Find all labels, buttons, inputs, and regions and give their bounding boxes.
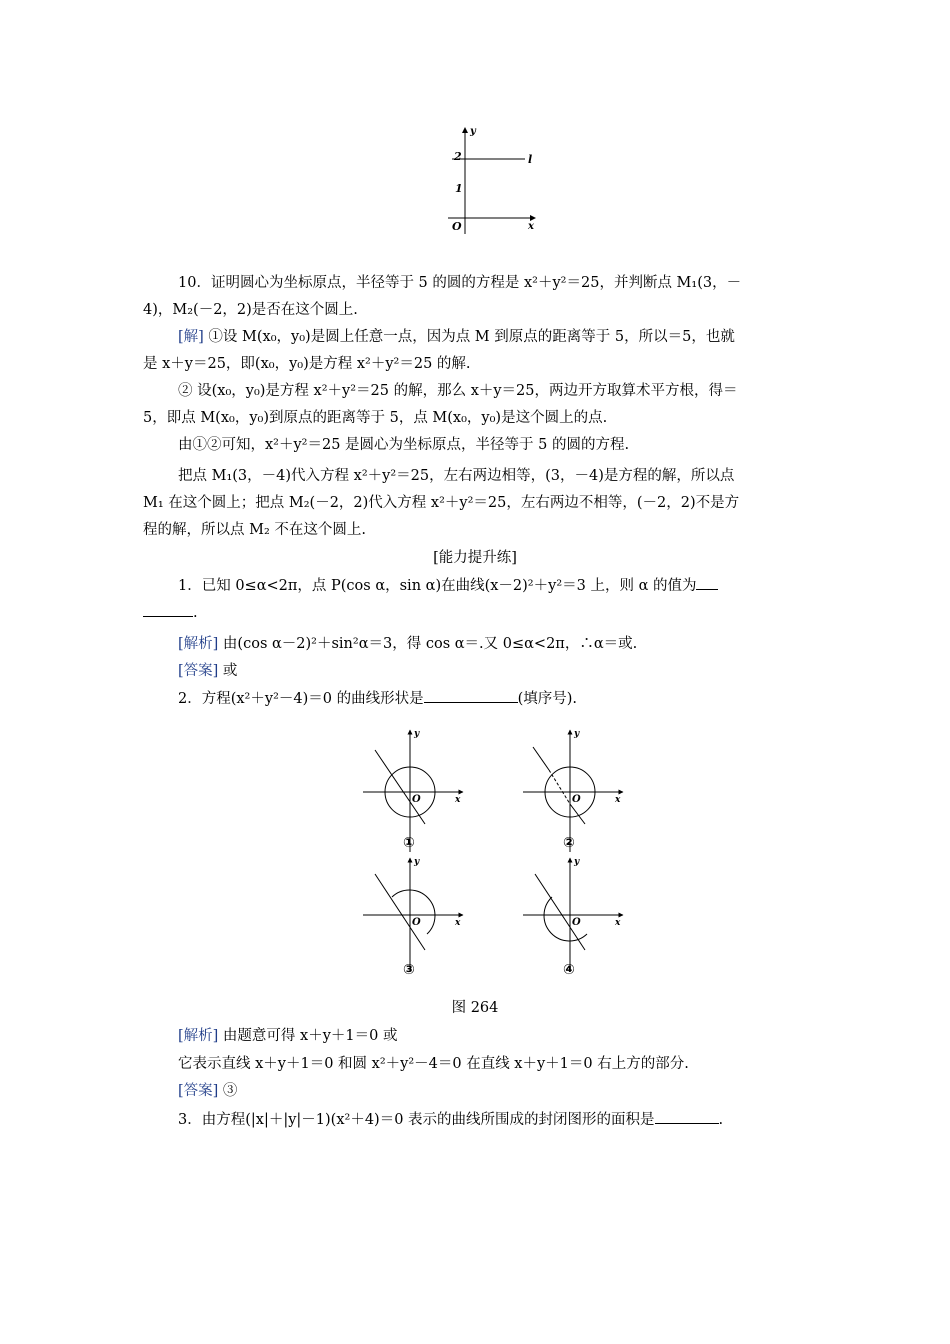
tick-1-label: 1 <box>455 182 463 195</box>
y-axis-label: y <box>470 126 476 137</box>
sol2-line-2: 它表示直线 x＋y＋1＝0 和圆 x²＋y²－4＝0 在直线 x＋y＋1＝0 右上方的部分. <box>178 1056 689 1072</box>
q1-line-2-end: . <box>193 605 198 621</box>
q2-line <box>178 686 810 713</box>
sol10-line-7: M₁ 在这个圆上；把点 M₂(－2，2)代入方程 x²＋y²＝25，左右两边不相等，(－2，2)不是方 <box>143 495 740 511</box>
svg-text:x: x <box>455 795 461 805</box>
option-4-label: ④ <box>563 962 575 978</box>
sol10-line-4: 5，即点 M(x₀，y₀)到原点的距离等于 5，点 M(x₀，y₀)是这个圆上的点. <box>143 410 608 426</box>
svg-text:y: y <box>574 857 580 867</box>
sol2-answer <box>178 1078 810 1105</box>
answer-tag: [答案] <box>178 1083 219 1099</box>
option-1-label: ① <box>403 835 415 851</box>
sol10-line-3: ② 设(x₀，y₀)是方程 x²＋y²＝25 的解，那么 x＋y＝25，两边开方取算术平方根，得＝ <box>178 383 738 399</box>
svg-text:y: y <box>414 729 420 739</box>
sol10-line-6: 把点 M₁(3，－4)代入方程 x²＋y²＝25，左右两边相等，(3，－4)是方程的解，所以点 <box>178 468 735 484</box>
figure-four-options <box>355 722 635 984</box>
sol2-analysis <box>178 1023 810 1050</box>
q1-line-2 <box>143 600 810 627</box>
sol10-line-5: 由①②可知，x²＋y²＝25 是圆心为坐标原点，半径等于 5 的圆的方程. <box>178 437 630 453</box>
option-2-label: ② <box>563 835 575 851</box>
svg-text:x: x <box>615 795 621 805</box>
sol10-line-2: 是 x＋y＝25，即(x₀，y₀)是方程 x²＋y²＝25 的解. <box>143 356 471 372</box>
sol2-analysis-text: 由题意可得 x＋y＋1＝0 或 <box>218 1028 398 1044</box>
figure-line-l <box>440 122 550 242</box>
svg-text:x: x <box>615 918 621 928</box>
svg-text:x: x <box>455 918 461 928</box>
option-3-graph <box>363 857 463 978</box>
option-3-label: ③ <box>403 962 415 978</box>
q2-text-a: 2．方程(x²＋y²－4)＝0 的曲线形状是 <box>178 691 424 707</box>
analysis-tag: [解析] <box>178 636 219 652</box>
sol10-line-1-text: ①设 M(x₀，y₀)是圆上任意一点，因为点 M 到原点的距离等于 5，所以＝5，也就 <box>203 329 735 345</box>
q3-text: 3．由方程(|x|＋|y|－1)(x²＋4)＝0 表示的曲线所围成的封闭图形的面积是 <box>178 1112 655 1128</box>
option-2-graph <box>523 729 623 852</box>
answer-blank <box>655 1109 719 1124</box>
answer-tag: [答案] <box>178 663 219 679</box>
line-l-label: l <box>528 153 533 166</box>
q3-line: 3．由方程(|x|＋|y|－1)(x²＋4)＝0 表示的曲线所围成的封闭图形的面积是 . <box>178 1107 810 1134</box>
option-1-graph <box>363 729 463 852</box>
sol1-answer-text: 或 <box>218 663 238 679</box>
analysis-tag: [解析] <box>178 1028 219 1044</box>
option-4-graph <box>523 857 623 978</box>
sol1-analysis <box>178 631 810 658</box>
section-title: [能力提升练] <box>433 550 517 566</box>
sol1-analysis-text: 由(cos α－2)²＋sin²α＝3，得 cos α＝.又 0≤α<2π，∴α＝或. <box>218 636 638 652</box>
q10-line-1: 10．证明圆心为坐标原点，半径等于 5 的圆的方程是 x²＋y²＝25，并判断点 M₁(3，－ <box>178 275 742 291</box>
svg-text:O: O <box>412 794 421 805</box>
origin-label: O <box>452 220 462 233</box>
svg-text:O: O <box>572 917 581 928</box>
sol10-line-8: 程的解，所以点 M₂ 不在这个圆上. <box>143 522 366 538</box>
sol1-answer <box>178 658 810 685</box>
q1-line-1 <box>178 573 810 600</box>
answer-blank <box>696 575 718 590</box>
tick-2-label: 2 <box>454 150 462 163</box>
svg-text:y: y <box>414 857 420 867</box>
solution-tag: [解] <box>178 329 204 345</box>
figure-caption: 图 264 <box>451 1000 499 1016</box>
answer-blank <box>424 688 518 703</box>
sol10-line-1 <box>178 324 810 351</box>
q10-line-2: 4)，M₂(－2，2)是否在这个圆上. <box>143 302 358 318</box>
answer-blank <box>143 602 193 617</box>
svg-text:O: O <box>572 794 581 805</box>
x-axis-label: x <box>528 221 534 232</box>
q1-text: 1．已知 0≤α<2π，点 P(cos α，sin α)在曲线(x－2)²＋y²＝3 上，则 α 的值为 <box>178 578 697 594</box>
sol2-answer-text: ③ <box>218 1083 238 1099</box>
svg-text:y: y <box>574 729 580 739</box>
q2-text-b: (填序号). <box>517 691 578 707</box>
svg-text:O: O <box>412 917 421 928</box>
